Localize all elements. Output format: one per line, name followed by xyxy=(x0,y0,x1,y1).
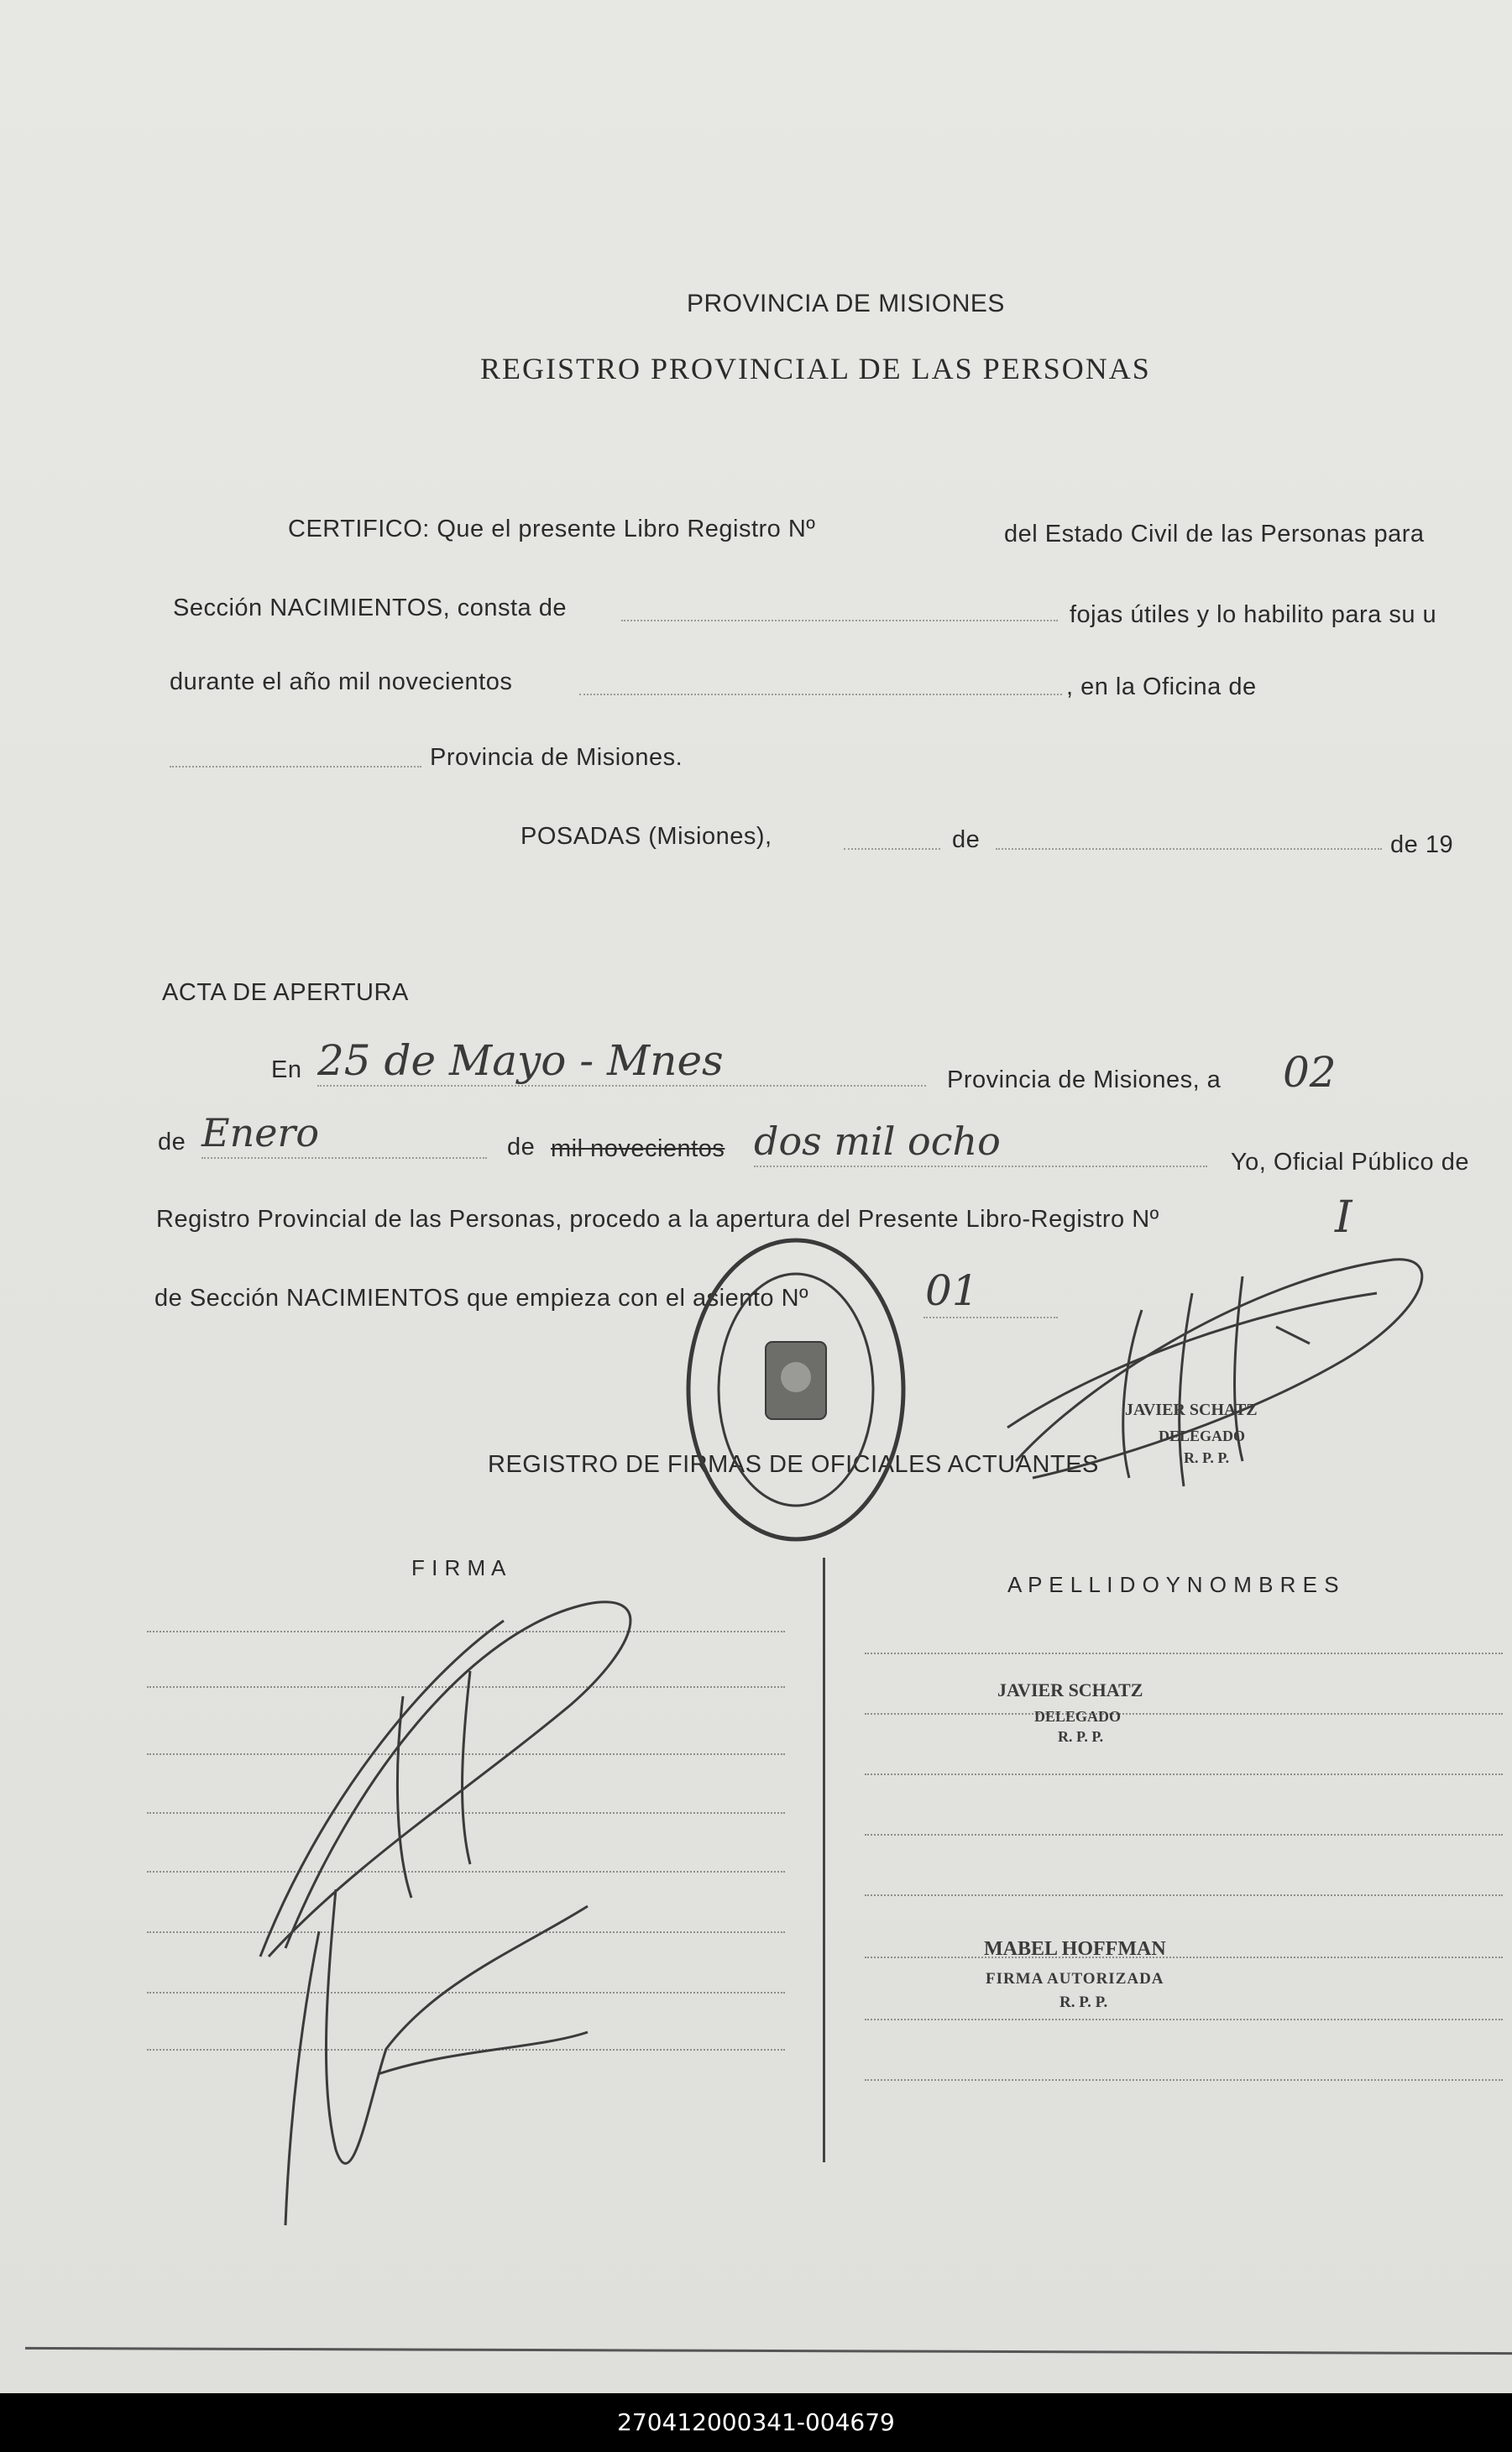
acta-oficial: Yo, Oficial Público de xyxy=(1231,1149,1469,1176)
acta-line4: de Sección NACIMIENTOS que empieza con el asiento Nº xyxy=(154,1285,809,1312)
stamp-schatz-role-upper: DELEGADO xyxy=(1159,1428,1246,1444)
stamp-schatz-role: DELEGADO xyxy=(1034,1708,1122,1725)
certifico-de: de xyxy=(952,826,981,853)
certifico-line2-left: Sección NACIMIENTOS, consta de xyxy=(173,595,567,621)
acta-title: ACTA DE APERTURA xyxy=(162,979,409,1006)
acta-month-handwritten: Enero xyxy=(201,1110,320,1155)
stamp-schatz-org: R. P. P. xyxy=(1058,1728,1104,1745)
registry-heading: REGISTRO PROVINCIAL DE LAS PERSONAS xyxy=(480,352,1151,385)
certifico-line3-right: , en la Oficina de xyxy=(1066,673,1257,700)
col-firma-heading: F I R M A xyxy=(411,1555,506,1580)
firmas-title: REGISTRO DE FIRMAS DE OFICIALES ACTUANTES xyxy=(488,1451,1099,1478)
signature-left-icon xyxy=(260,1602,630,2225)
acta-libro-handwritten: I xyxy=(1335,1192,1352,1243)
acta-provincia: Provincia de Misiones, a xyxy=(947,1066,1222,1093)
stamp-schatz-org-upper: R. P. P. xyxy=(1184,1449,1230,1466)
certifico-de19: de 19 xyxy=(1390,831,1454,858)
stamp-hoffman-org: R. P. P. xyxy=(1059,1994,1108,2011)
acta-day-handwritten: 02 xyxy=(1283,1048,1337,1097)
col-nombres-heading: A P E L L I D O Y N O M B R E S xyxy=(1007,1572,1340,1597)
acta-year-handwritten: dos mil ocho xyxy=(754,1119,1001,1164)
acta-line3: Registro Provincial de las Personas, procedo a la apertura del Presente Libro-Registro Nº xyxy=(156,1206,1159,1233)
certifico-line3-left: durante el año mil novecientos xyxy=(170,668,513,695)
province-heading: PROVINCIA DE MISIONES xyxy=(687,290,1005,317)
acta-en: En xyxy=(271,1056,302,1083)
stamp-schatz-name: JAVIER SCHATZ xyxy=(997,1679,1143,1700)
official-seal-icon xyxy=(688,1240,903,1539)
certifico-line2-right: fojas útiles y lo habilito para su u xyxy=(1070,601,1437,628)
certifico-place: POSADAS (Misiones), xyxy=(521,823,772,850)
footer-id-bar xyxy=(0,2393,1512,2452)
signature-upper-right-icon xyxy=(1007,1260,1422,1486)
certifico-line1-left: CERTIFICO: Que el presente Libro Registro Nº xyxy=(288,516,816,542)
stamp-hoffman-role: FIRMA AUTORIZADA xyxy=(986,1970,1164,1988)
acta-locality-handwritten: 25 de Mayo - Mnes xyxy=(317,1036,724,1085)
acta-struck-year: mil novecientos xyxy=(551,1135,725,1162)
footer-id: 270412000341-004679 xyxy=(617,2408,895,2436)
acta-de: de xyxy=(158,1129,186,1155)
acta-asiento-handwritten: 01 xyxy=(925,1266,979,1315)
stamp-hoffman-name: MABEL HOFFMAN xyxy=(984,1938,1166,1960)
acta-de2: de xyxy=(507,1134,536,1161)
certifico-line4: Provincia de Misiones. xyxy=(430,744,683,771)
stamp-schatz-name-upper: JAVIER SCHATZ xyxy=(1125,1401,1258,1419)
certifico-line1-right: del Estado Civil de las Personas para xyxy=(1004,521,1425,548)
